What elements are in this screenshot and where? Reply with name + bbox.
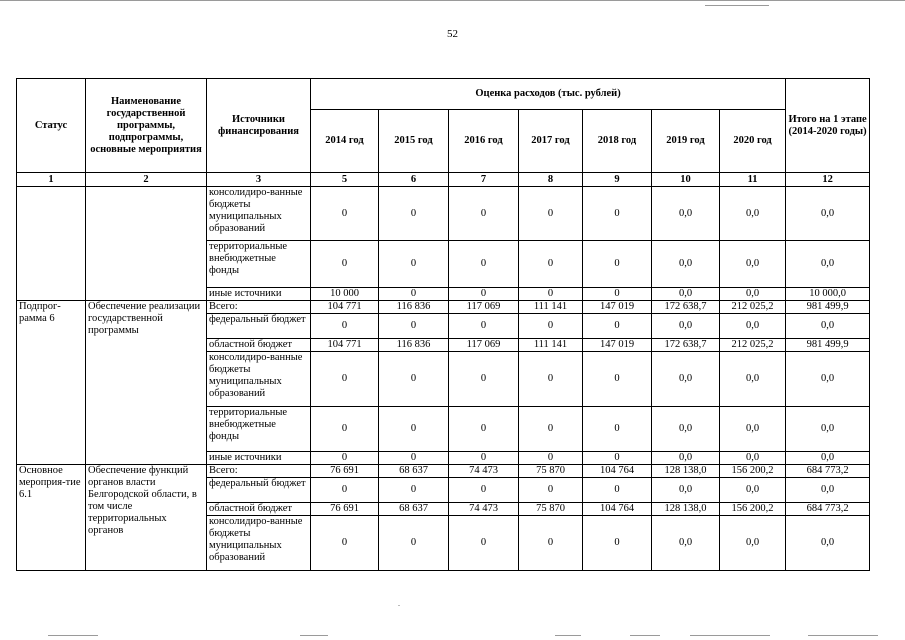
year-value: 172 638,7 bbox=[652, 339, 720, 352]
year-value: 0,0 bbox=[652, 516, 720, 571]
column-number: 5 bbox=[311, 173, 379, 187]
year-value: 0 bbox=[583, 288, 652, 301]
year-value: 0 bbox=[449, 187, 519, 241]
funding-source: консолидиро-ванные бюджеты муниципальных образований bbox=[207, 352, 311, 407]
year-value: 0,0 bbox=[720, 288, 786, 301]
year-value: 0,0 bbox=[652, 314, 720, 339]
year-value: 0 bbox=[583, 352, 652, 407]
year-value: 172 638,7 bbox=[652, 301, 720, 314]
funding-source: территориальные внебюджетные фонды bbox=[207, 407, 311, 452]
year-value: 0 bbox=[583, 452, 652, 465]
year-value: 0 bbox=[311, 314, 379, 339]
header-year-2020: 2020 год bbox=[720, 110, 786, 173]
year-value: 128 138,0 bbox=[652, 465, 720, 478]
scan-mark bbox=[48, 635, 98, 636]
year-value: 0,0 bbox=[720, 241, 786, 288]
year-value: 0 bbox=[583, 314, 652, 339]
year-value: 156 200,2 bbox=[720, 465, 786, 478]
row-name: Обеспечение функций органов власти Белгородской области, в том числе территориальных органов bbox=[86, 465, 207, 571]
year-value: 0 bbox=[379, 478, 449, 503]
year-value: 0 bbox=[519, 187, 583, 241]
year-value: 0,0 bbox=[720, 187, 786, 241]
year-value: 147 019 bbox=[583, 301, 652, 314]
row-status bbox=[17, 187, 86, 301]
year-value: 104 764 bbox=[583, 465, 652, 478]
year-value: 104 771 bbox=[311, 301, 379, 314]
funding-source: Всего: bbox=[207, 465, 311, 478]
funding-source: федеральный бюджет bbox=[207, 314, 311, 339]
year-value: 0 bbox=[311, 516, 379, 571]
year-value: 0 bbox=[519, 478, 583, 503]
year-value: 0 bbox=[449, 288, 519, 301]
year-value: 0 bbox=[449, 478, 519, 503]
column-number: 9 bbox=[583, 173, 652, 187]
column-number: 8 bbox=[519, 173, 583, 187]
year-value: 156 200,2 bbox=[720, 503, 786, 516]
header-name: Наименование государственной программы, подпрограммы, основные мероприятия bbox=[86, 79, 207, 173]
year-value: 0 bbox=[449, 452, 519, 465]
total-value: 0,0 bbox=[786, 241, 870, 288]
table-row bbox=[17, 301, 870, 314]
row-name: Обеспечение реализации государственной программы bbox=[86, 301, 207, 465]
header-year-2015: 2015 год bbox=[379, 110, 449, 173]
total-value: 0,0 bbox=[786, 452, 870, 465]
year-value: 0 bbox=[449, 407, 519, 452]
year-value: 0 bbox=[519, 314, 583, 339]
year-value: 0 bbox=[379, 288, 449, 301]
funding-source: федеральный бюджет bbox=[207, 478, 311, 503]
year-value: 0 bbox=[311, 452, 379, 465]
header-year-2016: 2016 год bbox=[449, 110, 519, 173]
year-value: 117 069 bbox=[449, 339, 519, 352]
total-value: 0,0 bbox=[786, 478, 870, 503]
year-value: 76 691 bbox=[311, 503, 379, 516]
scan-mark bbox=[705, 5, 769, 6]
year-value: 0 bbox=[311, 478, 379, 503]
scan-mark bbox=[398, 605, 400, 606]
year-value: 0 bbox=[583, 241, 652, 288]
header-sources: Источники финансирования bbox=[207, 79, 311, 173]
year-value: 0,0 bbox=[720, 407, 786, 452]
year-value: 0 bbox=[449, 352, 519, 407]
year-value: 0 bbox=[379, 407, 449, 452]
funding-source: консолидиро-ванные бюджеты муниципальных образований bbox=[207, 187, 311, 241]
year-value: 0 bbox=[379, 452, 449, 465]
row-name bbox=[86, 187, 207, 301]
year-value: 0 bbox=[311, 241, 379, 288]
year-value: 0,0 bbox=[720, 478, 786, 503]
total-value: 10 000,0 bbox=[786, 288, 870, 301]
year-value: 0 bbox=[379, 241, 449, 288]
year-value: 0 bbox=[449, 241, 519, 288]
funding-source: областной бюджет bbox=[207, 339, 311, 352]
year-value: 212 025,2 bbox=[720, 301, 786, 314]
year-value: 74 473 bbox=[449, 465, 519, 478]
year-value: 0 bbox=[519, 288, 583, 301]
year-value: 0 bbox=[583, 478, 652, 503]
year-value: 0 bbox=[379, 314, 449, 339]
year-value: 0 bbox=[379, 352, 449, 407]
total-value: 0,0 bbox=[786, 407, 870, 452]
table-row bbox=[17, 465, 870, 478]
scan-mark bbox=[630, 635, 660, 636]
column-number: 7 bbox=[449, 173, 519, 187]
year-value: 68 637 bbox=[379, 465, 449, 478]
total-value: 0,0 bbox=[786, 352, 870, 407]
funding-source: консолидиро-ванные бюджеты муниципальных образований bbox=[207, 516, 311, 571]
header-year-2018: 2018 год bbox=[583, 110, 652, 173]
year-value: 0 bbox=[583, 187, 652, 241]
header-year-2017: 2017 год bbox=[519, 110, 583, 173]
year-value: 74 473 bbox=[449, 503, 519, 516]
year-value: 111 141 bbox=[519, 301, 583, 314]
year-value: 0 bbox=[379, 187, 449, 241]
year-value: 111 141 bbox=[519, 339, 583, 352]
year-value: 0,0 bbox=[652, 407, 720, 452]
year-value: 0,0 bbox=[720, 516, 786, 571]
row-status: Подпрог-рамма 6 bbox=[17, 301, 86, 465]
header-year-2019: 2019 год bbox=[652, 110, 720, 173]
page-number: 52 bbox=[447, 28, 458, 40]
year-value: 0 bbox=[583, 516, 652, 571]
header-estimate: Оценка расходов (тыс. рублей) bbox=[311, 79, 786, 110]
header-total: Итого на 1 этапе (2014-2020 годы) bbox=[786, 79, 870, 173]
total-value: 0,0 bbox=[786, 314, 870, 339]
year-value: 116 836 bbox=[379, 339, 449, 352]
column-number: 6 bbox=[379, 173, 449, 187]
column-number: 12 bbox=[786, 173, 870, 187]
year-value: 147 019 bbox=[583, 339, 652, 352]
column-number: 10 bbox=[652, 173, 720, 187]
total-value: 981 499,9 bbox=[786, 339, 870, 352]
year-value: 10 000 bbox=[311, 288, 379, 301]
column-number: 1 bbox=[17, 173, 86, 187]
year-value: 75 870 bbox=[519, 503, 583, 516]
column-number-row bbox=[17, 173, 870, 187]
year-value: 76 691 bbox=[311, 465, 379, 478]
year-value: 104 764 bbox=[583, 503, 652, 516]
year-value: 0 bbox=[583, 407, 652, 452]
year-value: 0 bbox=[311, 407, 379, 452]
funding-source: территориальные внебюджетные фонды bbox=[207, 241, 311, 288]
total-value: 0,0 bbox=[786, 516, 870, 571]
year-value: 0,0 bbox=[652, 478, 720, 503]
year-value: 212 025,2 bbox=[720, 339, 786, 352]
year-value: 0,0 bbox=[652, 288, 720, 301]
funding-source: иные источники bbox=[207, 452, 311, 465]
column-number: 11 bbox=[720, 173, 786, 187]
row-status: Основное мероприя-тие 6.1 bbox=[17, 465, 86, 571]
year-value: 0 bbox=[519, 352, 583, 407]
year-value: 0 bbox=[311, 352, 379, 407]
year-value: 0,0 bbox=[720, 452, 786, 465]
year-value: 0,0 bbox=[720, 314, 786, 339]
funding-source: областной бюджет bbox=[207, 503, 311, 516]
scan-mark bbox=[300, 635, 328, 636]
scan-mark bbox=[808, 635, 878, 636]
year-value: 68 637 bbox=[379, 503, 449, 516]
year-value: 0,0 bbox=[720, 352, 786, 407]
year-value: 0 bbox=[519, 516, 583, 571]
scan-mark bbox=[690, 635, 770, 636]
total-value: 684 773,2 bbox=[786, 465, 870, 478]
column-number: 2 bbox=[86, 173, 207, 187]
year-value: 0,0 bbox=[652, 452, 720, 465]
year-value: 116 836 bbox=[379, 301, 449, 314]
table-row bbox=[17, 187, 870, 241]
scan-mark bbox=[555, 635, 581, 636]
table-body bbox=[17, 187, 870, 571]
year-value: 0 bbox=[519, 407, 583, 452]
funding-source: Всего: bbox=[207, 301, 311, 314]
total-value: 684 773,2 bbox=[786, 503, 870, 516]
year-value: 0 bbox=[379, 516, 449, 571]
total-value: 0,0 bbox=[786, 187, 870, 241]
total-value: 981 499,9 bbox=[786, 301, 870, 314]
year-value: 0 bbox=[449, 516, 519, 571]
year-value: 0 bbox=[449, 314, 519, 339]
year-value: 0,0 bbox=[652, 352, 720, 407]
year-value: 117 069 bbox=[449, 301, 519, 314]
year-value: 0 bbox=[519, 241, 583, 288]
funding-source: иные источники bbox=[207, 288, 311, 301]
year-value: 75 870 bbox=[519, 465, 583, 478]
year-value: 128 138,0 bbox=[652, 503, 720, 516]
year-value: 0,0 bbox=[652, 187, 720, 241]
scan-edge-top bbox=[0, 0, 905, 1]
header-status: Статус bbox=[17, 79, 86, 173]
year-value: 0 bbox=[519, 452, 583, 465]
header-year-2014: 2014 год bbox=[311, 110, 379, 173]
year-value: 0 bbox=[311, 187, 379, 241]
year-value: 104 771 bbox=[311, 339, 379, 352]
column-number: 3 bbox=[207, 173, 311, 187]
year-value: 0,0 bbox=[652, 241, 720, 288]
expenditure-table bbox=[16, 78, 870, 571]
